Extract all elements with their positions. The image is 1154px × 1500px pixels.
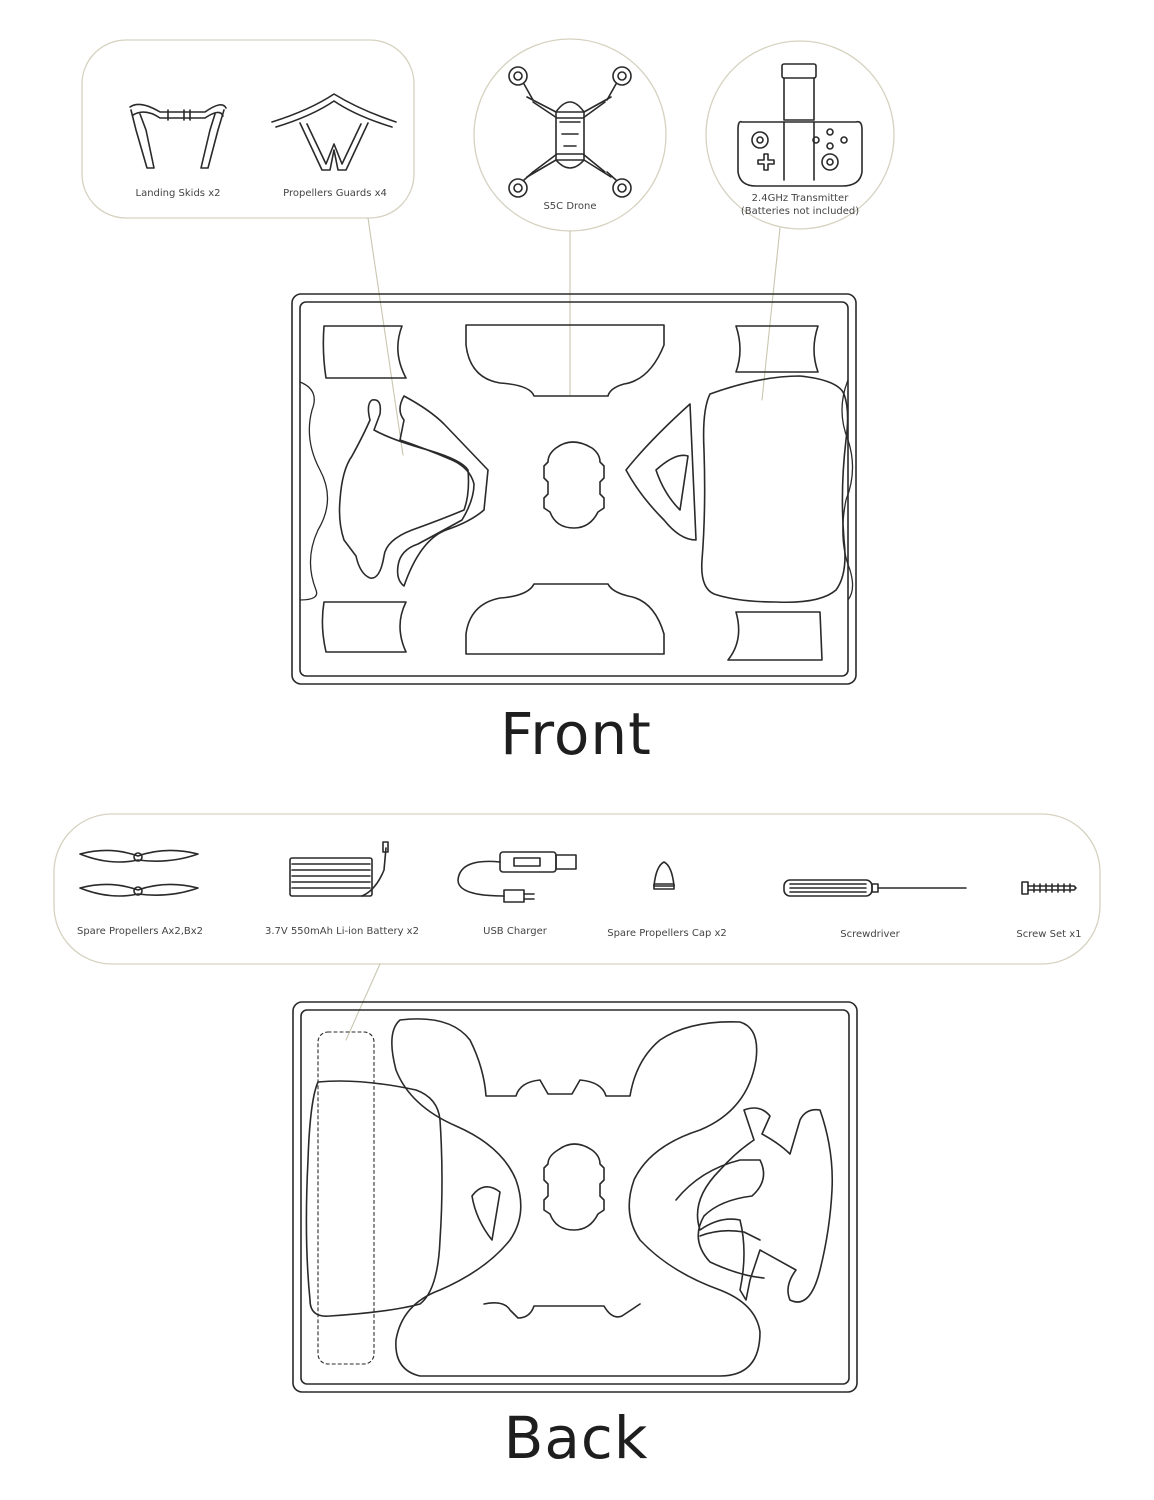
back-tray-outer [293,1002,857,1392]
label-screw-set: Screw Set x1 [1016,929,1082,940]
propeller-cap-icon [654,862,674,889]
landing-skid-icon [130,104,226,168]
label-propeller-guards: Propellers Guards x4 [283,188,387,199]
front-cavity-bottom-left [322,602,406,652]
front-title: Front [500,700,652,768]
back-tray-inner [301,1010,849,1384]
front-tray-left-wall [300,382,328,600]
drone-icon [509,67,631,197]
front-cavity-center [544,442,604,528]
screw-icon [1022,882,1076,894]
transmitter-icon [738,64,862,186]
front-cavity-transmitter [702,376,848,602]
battery-icon [290,842,388,896]
back-cavity-left-pocket [472,1187,500,1240]
back-title: Back [503,1404,649,1472]
label-propellers: Spare Propellers Ax2,Bx2 [76,926,204,937]
front-cavity-guards [398,396,488,586]
label-drone: S5C Drone [543,201,597,212]
front-cavity-top-left [323,326,406,378]
usb-charger-icon [458,852,576,902]
label-battery: 3.7V 550mAh Li-ion Battery x2 [265,926,419,937]
label-transmitter-line1: 2.4GHz Transmitter [751,193,849,204]
front-tray-inner [300,302,848,676]
label-landing-skids: Landing Skids x2 [135,188,221,199]
back-cavity-center [544,1144,604,1230]
label-propeller-cap: Spare Propellers Cap x2 [607,928,727,939]
propeller-guard-icon [272,94,396,170]
back-cavity-x [392,1019,760,1376]
back-cavity-right-skids [698,1108,833,1302]
label-usb-charger: USB Charger [483,926,547,937]
propellers-icon [80,850,198,896]
leader-transmitter [762,228,780,400]
front-tray-outer [292,294,856,684]
label-screwdriver: Screwdriver [840,929,900,940]
front-cavity-bottom-right [728,612,822,660]
accessory-bubble [54,814,1100,964]
front-cavity-right-wedge [626,404,696,540]
leader-guards [368,218,403,455]
label-transmitter-line2: (Batteries not included) [740,206,860,217]
screwdriver-icon [784,880,966,896]
front-cavity-top-right [736,326,818,372]
front-cavity-top [466,325,664,396]
front-cavity-bottom [466,584,664,654]
